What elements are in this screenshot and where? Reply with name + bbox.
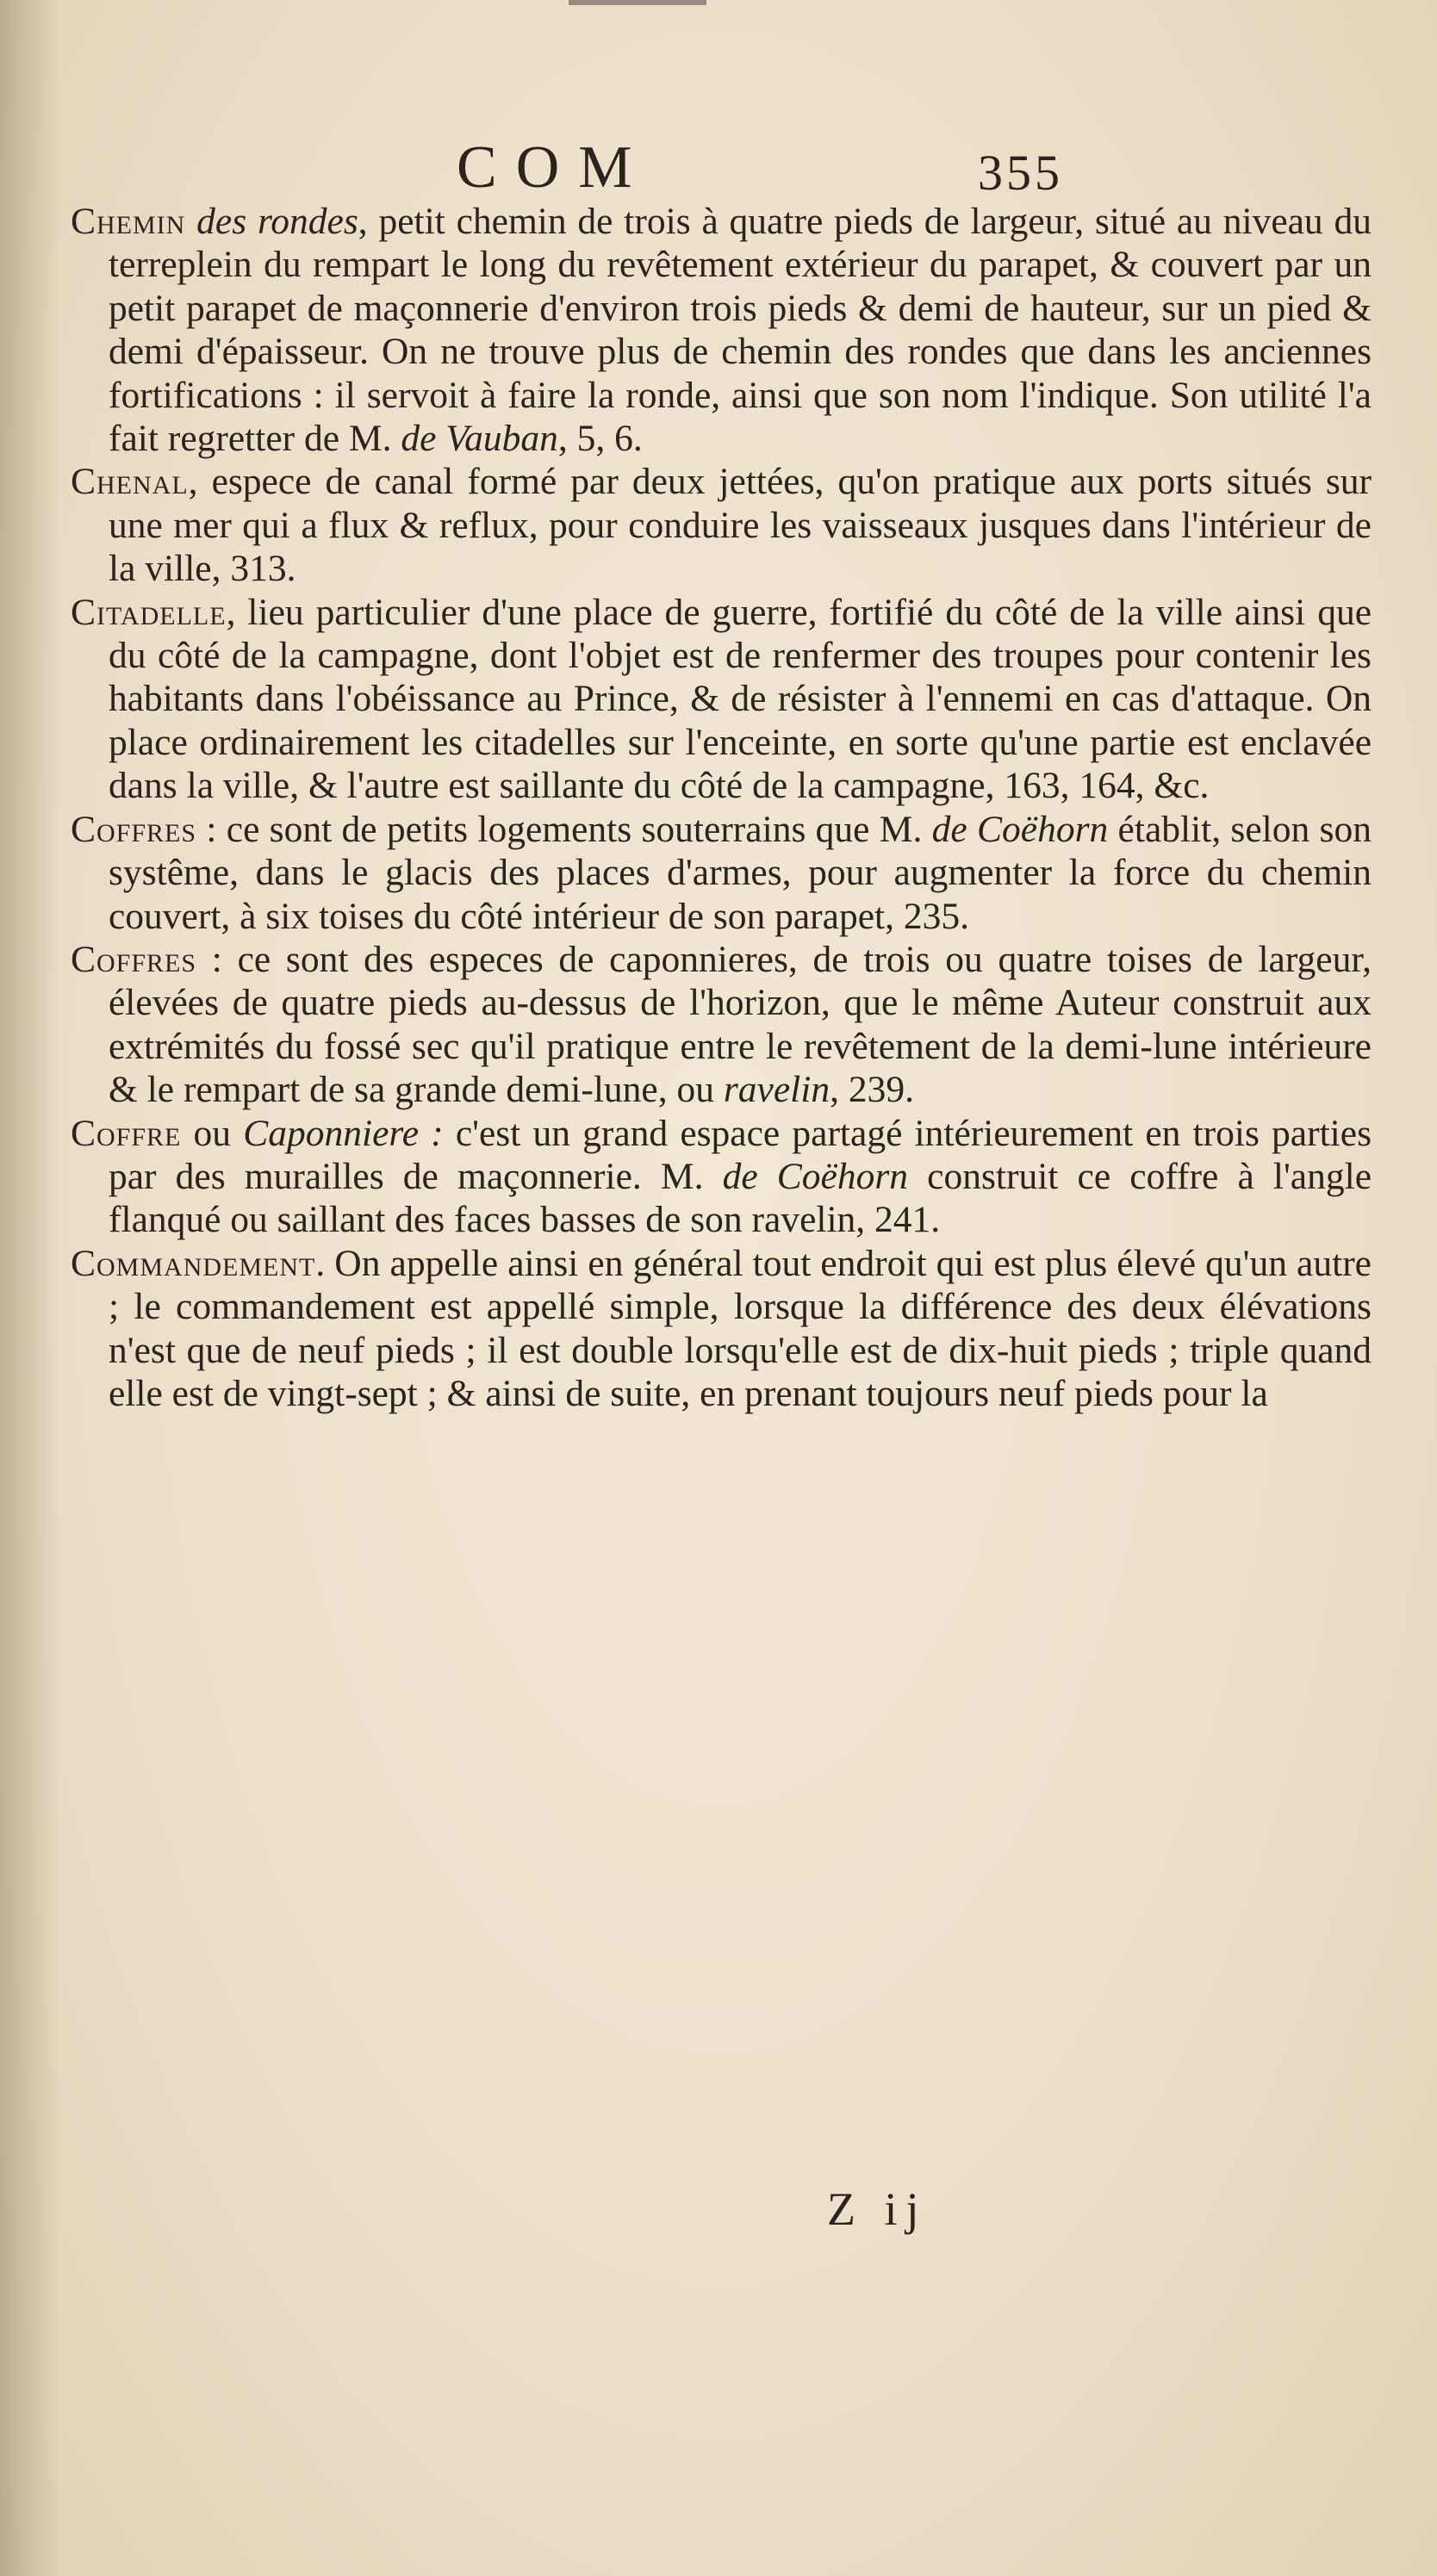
entry-italic: de Vauban [401, 418, 558, 460]
entry-text: , lieu particulier d'une place de guerre, fortifié du côté de la ville ainsi que du côté de la campagne, dont l'objet est de renfermer des troupes pour contenir les habitants dans l'obéissance au Prince, & de résister à l'ennemi en cas d'attaque. On place ordinairement les citadelles sur l'enceinte, en sorte qu'une partie est enclavée dans la ville, & l'autre est saillante du côté de la campagne, 163, 164, &c. [109, 591, 1372, 807]
entry-term: Chenal [71, 461, 189, 503]
entry-citadelle [71, 591, 1372, 808]
ink-stain [569, 0, 706, 5]
entry-term: Commandement [71, 1242, 316, 1284]
running-head: COM [457, 134, 651, 201]
entry-coffres-2 [71, 938, 1372, 1112]
entry-italic: de Coëhorn [722, 1155, 909, 1197]
entry-text: : ce sont des especes de caponnieres, de trois ou quatre toises de largeur, élevées de quatre pieds au-dessus de l'horizon, que le même Auteur construit aux extrémités du fossé sec qu'il pratique entre le revêtement de la demi-lune intérieure & le rempart de sa grande demi-lune, ou [109, 938, 1372, 1111]
entry-text: construit ce coffre à l'angle flanqué ou saillant des faces basses de son ravelin, 241. [109, 1155, 1372, 1241]
entry-italic: de Coëhorn [931, 808, 1109, 850]
entry-text: , 5, 6. [557, 418, 643, 460]
entry-text: , 239. [830, 1069, 914, 1111]
entry-term: Coffres [71, 938, 197, 980]
signature-mark: Z ij [827, 2183, 928, 2235]
entry-coffre [71, 1112, 1372, 1242]
glossary-entries [71, 200, 1372, 1415]
entry-term: Citadelle [71, 591, 227, 633]
entry-commandement [71, 1242, 1372, 1416]
entry-text: , espece de canal formé par deux jettées, qu'on pratique aux ports situés sur une mer qui a flux & reflux, pour conduire les vaisseaux jusques dans l'intérieur de la ville, 313. [109, 461, 1372, 590]
entry-italic: des rondes [185, 201, 358, 242]
page-header [0, 129, 1437, 207]
entry-text: . On appelle ainsi en général tout endroit qui est plus élevé qu'un autre ; le commandement est appellé simple, lorsque la différence des deux élévations n'est que de neuf pieds ; il est double lorsqu'elle est de dix-huit pieds ; triple quand elle est de vingt-sept ; & ainsi de suite, en prenant toujours neuf pieds pour la [109, 1242, 1372, 1414]
entry-italic: Caponniere : [243, 1112, 444, 1154]
entry-chenal [71, 460, 1372, 590]
entry-text: ou [181, 1112, 244, 1154]
entry-term: Coffre [71, 1112, 182, 1154]
entry-term: Chemin [71, 201, 186, 242]
entry-coffres-1 [71, 808, 1372, 938]
entry-italic: ravelin [723, 1069, 830, 1111]
entry-chemin-des-rondes [71, 200, 1372, 460]
entry-text: : ce sont de petits logements souterrains que M. [196, 808, 932, 850]
gutter-shadow [0, 0, 60, 2576]
entry-text: c'est un grand espace partagé intérieurement en trois parties par des murailles de maçonnerie. M. [109, 1112, 1372, 1197]
entry-text: établit, selon son systême, dans le glacis des places d'armes, pour augmenter la force du chemin couvert, à six toises du côté intérieur de son parapet, 235. [109, 808, 1372, 937]
entry-term: Coffres [71, 808, 197, 850]
entry-text: , petit chemin de trois à quatre pieds de largeur, situé au niveau du terreplein du rempart le long du revêtement extérieur du parapet, & couvert par un petit parapet de maçonnerie d'environ trois pieds & demi de hauteur, sur un pied & demi d'épaisseur. On ne trouve plus de chemin des rondes que dans les anciennes fortifications : il servoit à faire la ronde, ainsi que son nom l'indique. Son utilité l'a fait regretter de M. [109, 201, 1372, 460]
page-number: 355 [978, 145, 1063, 201]
